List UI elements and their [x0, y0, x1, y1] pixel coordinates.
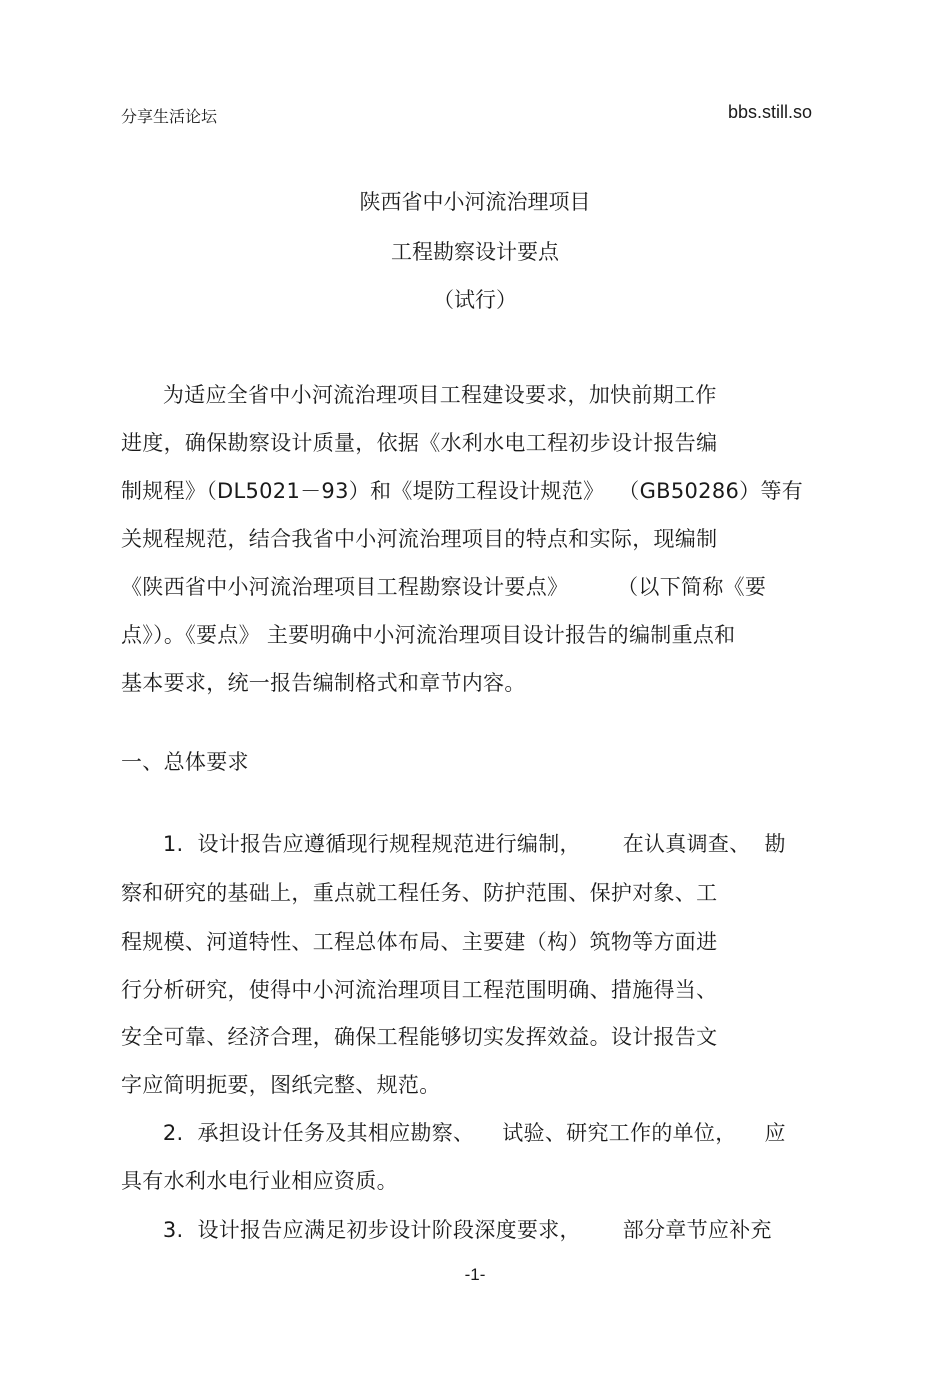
text-line: 为适应全省中小河流治理项目工程建设要求，加快前期工作 — [121, 383, 717, 407]
section-heading: 一、总体要求 — [121, 750, 249, 774]
text-line: 制规程》（DL5021－93）和《堤防工程设计规范》 （GB50286）等有 — [121, 479, 804, 503]
header-right-url: bbs.still.so — [728, 102, 813, 122]
title-line-1: 陕西省中小河流治理项目 — [359, 190, 591, 214]
title-line-3: （试行） — [433, 288, 517, 312]
text-line: 察和研究的基础上，重点就工程任务、防护范围、保护对象、工 — [121, 881, 718, 905]
text-line: 2. 承担设计任务及其相应勘察、 试验、研究工作的单位， 应 — [121, 1121, 786, 1145]
text-line: 1. 设计报告应遵循现行规程规范进行编制， 在认真调查、 勘 — [121, 832, 786, 856]
text-line: 3. 设计报告应满足初步设计阶段深度要求， 部分章节应补充 — [121, 1218, 772, 1242]
page-number: -1- — [464, 1265, 486, 1284]
text-line: 进度，确保勘察设计质量，依据《水利水电工程初步设计报告编 — [121, 431, 718, 455]
title-line-2: 工程勘察设计要点 — [391, 240, 559, 264]
text-line: 关规程规范，结合我省中小河流治理项目的特点和实际，现编制 — [121, 527, 718, 551]
text-line: 《陕西省中小河流治理项目工程勘察设计要点》 （以下简称《要 — [121, 575, 767, 599]
header-left-text: 分享生活论坛 — [121, 107, 218, 126]
text-line: 安全可靠、经济合理，确保工程能够切实发挥效益。设计报告文 — [121, 1025, 718, 1049]
text-line: 行分析研究，使得中小河流治理项目工程范围明确、措施得当、 — [121, 978, 718, 1002]
text-line: 具有水利水电行业相应资质。 — [121, 1169, 398, 1193]
text-line: 点》）。《要点》 主要明确中小河流治理项目设计报告的编制重点和 — [121, 623, 736, 647]
text-line: 程规模、河道特性、工程总体布局、主要建（构）筑物等方面进 — [121, 930, 718, 954]
text-line: 字应简明扼要，图纸完整、规范。 — [121, 1073, 441, 1097]
text-line: 基本要求，统一报告编制格式和章节内容。 — [121, 671, 526, 695]
